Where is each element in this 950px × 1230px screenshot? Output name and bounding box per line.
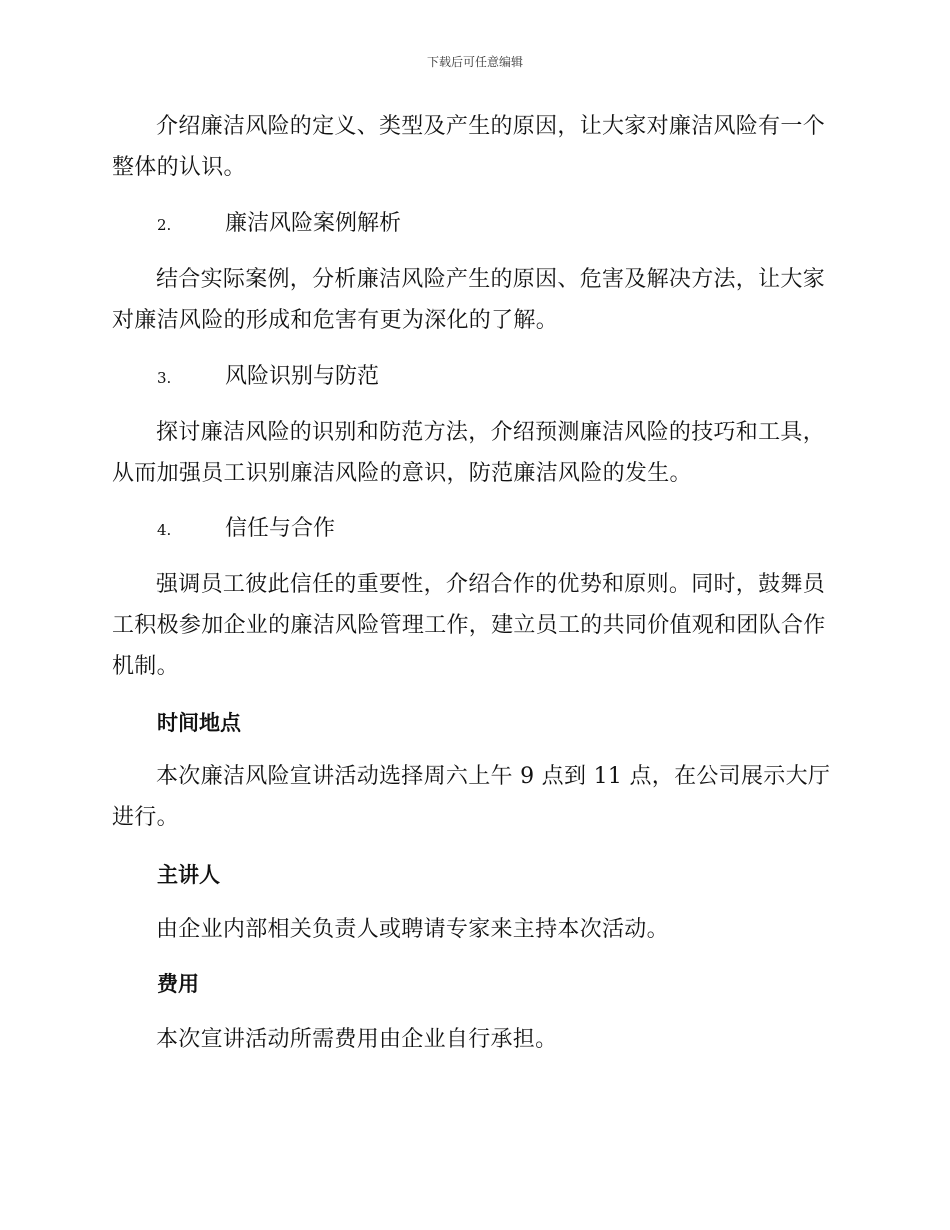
- paragraph-time-place: 本次廉洁风险宣讲活动选择周六上午 9 点到 11 点，在公司展示大厅进行。: [112, 764, 831, 830]
- list-item-number: 4.: [157, 521, 172, 539]
- list-item: [157, 362, 757, 393]
- paragraph-identify: 探讨廉洁风险的识别和防范方法，介绍预测廉洁风险的技巧和工具，从而加强员工识别廉洁风险的意识，防范廉洁风险的发生。: [112, 420, 826, 486]
- list-item: [157, 514, 757, 545]
- list-item-title: 信任与合作: [225, 516, 336, 541]
- heading-time-place: 时间地点: [157, 711, 241, 735]
- list-item: [157, 209, 757, 240]
- paragraph-trust: 强调员工彼此信任的重要性，介绍合作的优势和原则。同时，鼓舞员工积极参加企业的廉洁风险管理工作，建立员工的共同价值观和团队合作机制。: [112, 572, 826, 679]
- list-item-number: 3.: [157, 369, 172, 387]
- list-item-number: 2.: [157, 216, 172, 234]
- heading-cost: 费用: [157, 972, 199, 996]
- list-item-title: 风险识别与防范: [225, 364, 380, 389]
- list-item-title: 廉洁风险案例解析: [225, 211, 402, 236]
- paragraph-case: 结合实际案例，分析廉洁风险产生的原因、危害及解决方法，让大家对廉洁风险的形成和危害有更为深化的了解。: [112, 267, 826, 333]
- paragraph-cost: 本次宣讲活动所需费用由企业自行承担。: [156, 1027, 558, 1052]
- heading-speaker: 主讲人: [157, 863, 220, 887]
- paragraph-speaker: 由企业内部相关负责人或聘请专家来主持本次活动。: [156, 917, 669, 942]
- page-header: 下载后可任意编辑: [426, 55, 523, 69]
- paragraph-intro: 介绍廉洁风险的定义、类型及产生的原因，让大家对廉洁风险有一个整体的认识。: [112, 114, 826, 180]
